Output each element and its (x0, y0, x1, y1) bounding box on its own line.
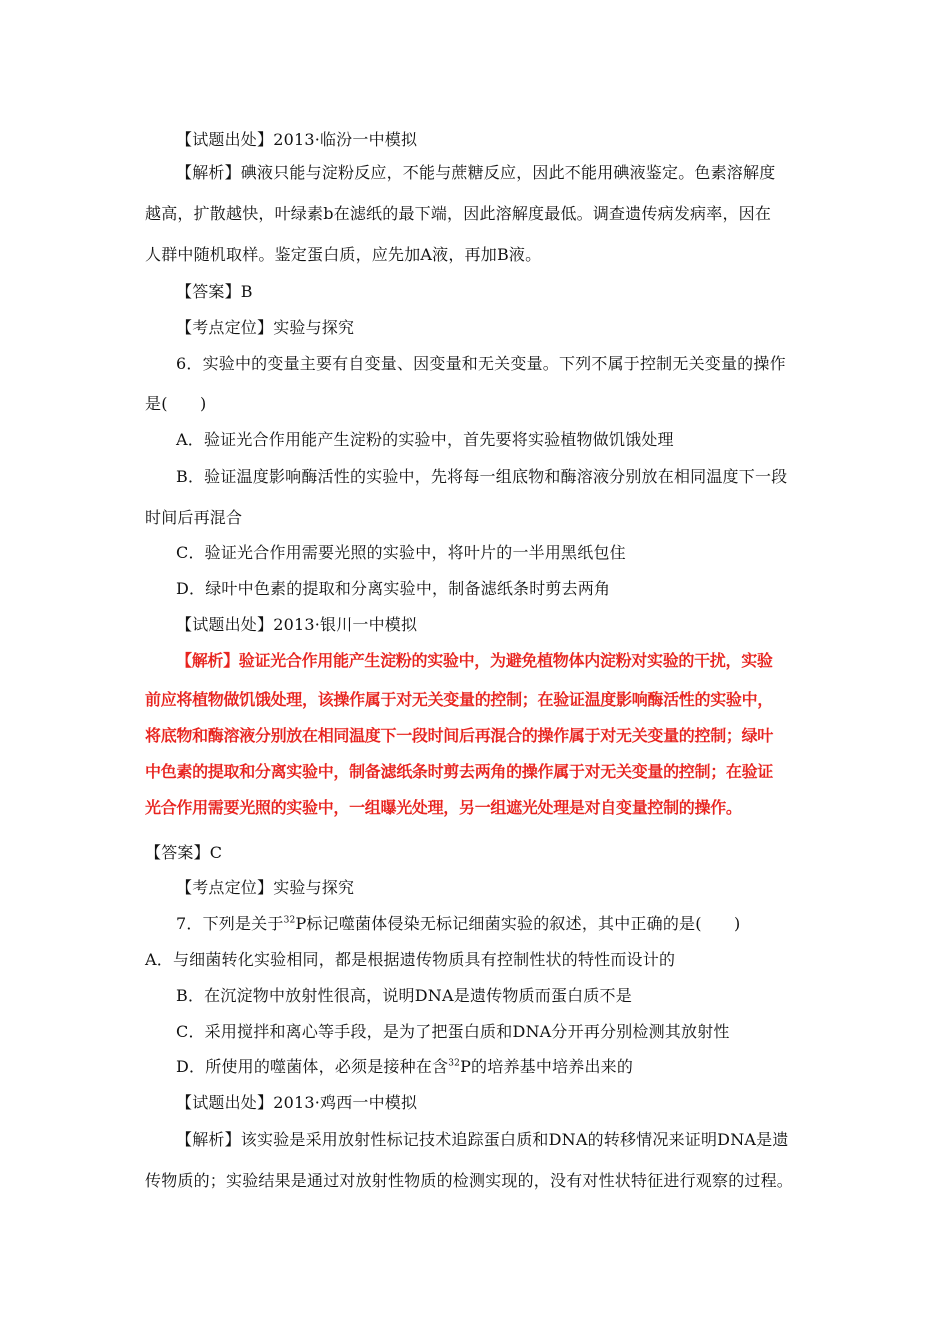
question-6-stem: 是( ) (145, 394, 207, 413)
option-b: 时间后再混合 (145, 508, 243, 527)
analysis-red-line: 光合作用需要光照的实验中，一组曝光处理，另一组遮光处理是对自变量控制的操作。 (145, 798, 742, 817)
analysis-red-line: 将底物和酶溶液分别放在相同温度下一段时间后再混合的操作属于对无关变量的控制；绿叶 (145, 726, 774, 745)
question-6-stem: 6．实验中的变量主要有自变量、因变量和无关变量。下列不属于控制无关变量的操作 (176, 354, 786, 373)
option-d: D．所使用的噬菌体，必须是接种在含$^{32}$P的培养基中培养出来的 (176, 1057, 634, 1076)
source-line: 【试题出处】2013·银川一中模拟 (176, 615, 418, 634)
analysis-line: 传物质的；实验结果是通过对放射性物质的检测实现的，没有对性状特征进行观察的过程。 (145, 1171, 794, 1190)
analysis-line: 越高，扩散越快，叶绿素b在滤纸的最下端，因此溶解度最低。调查遗传病发病率，因在 (145, 204, 772, 223)
option-c: C．采用搅拌和离心等手段，是为了把蛋白质和DNA分开再分别检测其放射性 (176, 1022, 730, 1041)
answer-line: 【答案】C (145, 843, 223, 862)
analysis-red-line: 【解析】验证光合作用能产生淀粉的实验中，为避免植物体内淀粉对实验的干扰，实验 (176, 651, 773, 670)
option-b: B．在沉淀物中放射性很高，说明DNA是遗传物质而蛋白质不是 (176, 986, 632, 1005)
option-a: A．与细菌转化实验相同，都是根据遗传物质具有控制性状的特性而设计的 (145, 950, 676, 969)
analysis-red-line: 前应将植物做饥饿处理，该操作属于对无关变量的控制；在验证温度影响酶活性的实验中， (145, 690, 774, 709)
option-c: C．验证光合作用需要光照的实验中，将叶片的一半用黑纸包住 (176, 543, 626, 562)
topic-line: 【考点定位】实验与探究 (176, 318, 355, 337)
analysis-line: 【解析】碘液只能与淀粉反应，不能与蔗糖反应，因此不能用碘液鉴定。色素溶解度 (176, 163, 776, 182)
analysis-red-line: 中色素的提取和分离实验中，制备滤纸条时剪去两角的操作属于对无关变量的控制；在验证 (145, 762, 774, 781)
option-a: A．验证光合作用能产生淀粉的实验中，首先要将实验植物做饥饿处理 (176, 430, 674, 449)
source-line: 【试题出处】2013·临汾一中模拟 (176, 130, 418, 149)
option-b: B．验证温度影响酶活性的实验中，先将每一组底物和酶溶液分别放在相同温度下一段 (176, 467, 788, 486)
option-d: D．绿叶中色素的提取和分离实验中，制备滤纸条时剪去两角 (176, 579, 611, 598)
answer-line: 【答案】B (176, 282, 253, 301)
question-7-stem: 7．下列是关于$^{32}$P标记噬菌体侵染无标记细菌实验的叙述，其中正确的是( ) (176, 914, 741, 933)
analysis-line: 人群中随机取样。鉴定蛋白质，应先加A液，再加B液。 (145, 245, 542, 264)
source-line: 【试题出处】2013·鸡西一中模拟 (176, 1093, 418, 1112)
topic-line: 【考点定位】实验与探究 (176, 878, 355, 897)
analysis-line: 【解析】该实验是采用放射性标记技术追踪蛋白质和DNA的转移情况来证明DNA是遗 (176, 1130, 789, 1149)
